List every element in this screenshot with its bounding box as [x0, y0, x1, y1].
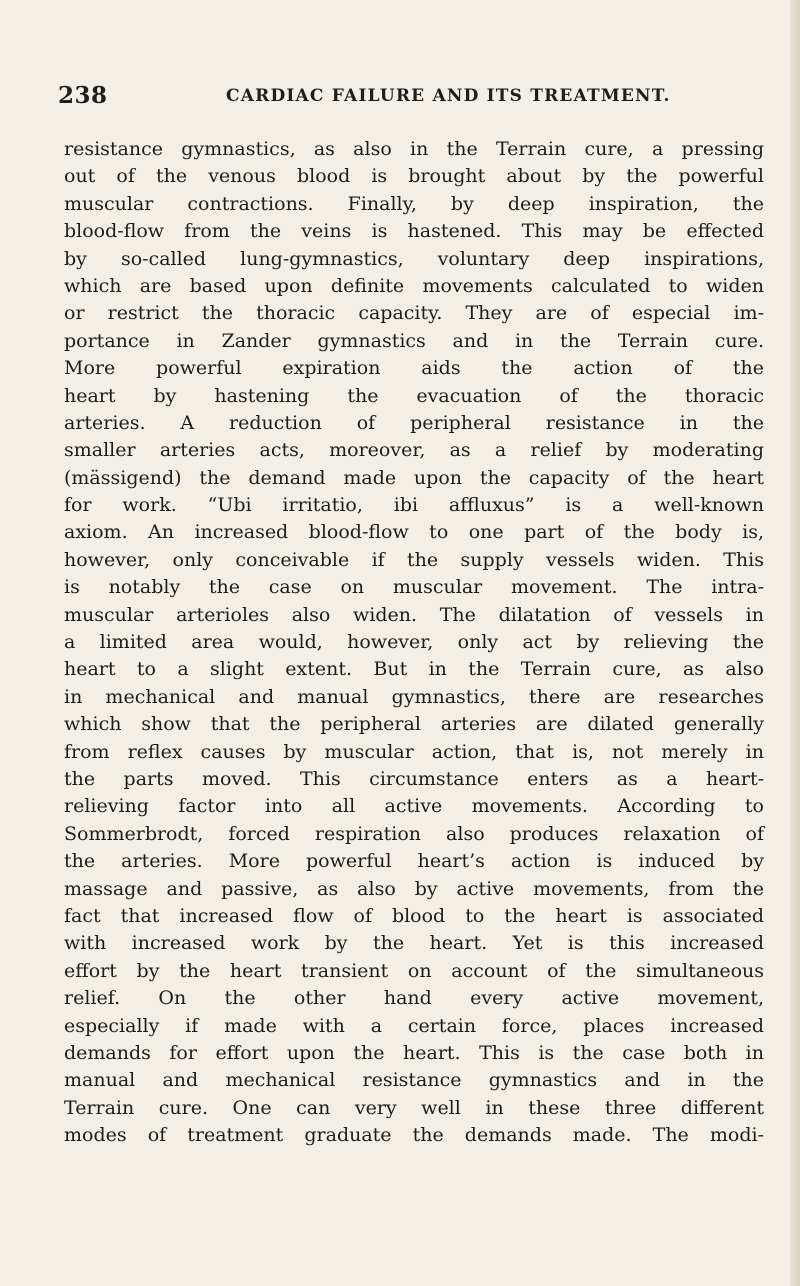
text-line: or restrict the thoracic capacity. They are of especial im-	[64, 302, 764, 325]
text-line: (mässigend) the demand made upon the capacity of the heart	[64, 466, 764, 489]
running-title: CARDIAC FAILURE AND ITS TREATMENT.	[226, 86, 671, 106]
text-line: the parts moved. This circumstance enters as a heart-	[64, 767, 764, 790]
text-line: in mechanical and manual gymnastics, there are researches	[64, 685, 764, 708]
text-line: with increased work by the heart. Yet is this increased	[64, 932, 764, 955]
text-line: out of the venous blood is brought about by the powerful	[64, 165, 764, 188]
text-line: portance in Zander gymnastics and in the Terrain cure.	[64, 329, 764, 352]
text-line: heart by hastening the evacuation of the thoracic	[64, 384, 764, 407]
text-line: resistance gymnastics, as also in the Terrain cure, a pressing	[64, 138, 764, 160]
text-line: especially if made with a certain force, places increased	[64, 1014, 764, 1037]
page-edge-shadow	[790, 0, 800, 1286]
text-line: by so-called lung-gymnastics, voluntary deep inspirations,	[64, 247, 764, 270]
text-line: relief. On the other hand every active movement,	[64, 987, 764, 1010]
text-line: heart to a slight extent. But in the Terrain cure, as also	[64, 658, 764, 681]
text-line: demands for effort upon the heart. This is the case both in	[64, 1041, 764, 1064]
text-line: massage and passive, as also by active movements, from the	[64, 877, 764, 900]
text-line: the arteries. More powerful heart’s action is induced by	[64, 850, 764, 873]
text-line: muscular arterioles also widen. The dilatation of vessels in	[64, 603, 764, 626]
text-line: effort by the heart transient on account of the simultaneous	[64, 959, 764, 982]
text-line: which are based upon definite movements calculated to widen	[64, 274, 764, 297]
text-line: is notably the case on muscular movement. The intra-	[64, 576, 764, 599]
text-line: Sommerbrodt, forced respiration also produces relaxation of	[64, 822, 764, 845]
text-line: for work. “Ubi irritatio, ibi affluxus” is a well-known	[64, 494, 764, 517]
text-line: More powerful expiration aids the action of the	[64, 357, 764, 380]
text-line: relieving factor into all active movements. According to	[64, 795, 764, 818]
text-line: smaller arteries acts, moreover, as a relief by moderating	[64, 439, 764, 462]
text-line: however, only conceivable if the supply vessels widen. This	[64, 548, 764, 571]
text-line: muscular contractions. Finally, by deep inspiration, the	[64, 192, 764, 215]
page-number: 238	[58, 82, 108, 109]
text-line: modes of treatment graduate the demands made. The modi-	[64, 1124, 764, 1147]
text-line: from reflex causes by muscular action, that is, not merely in	[64, 740, 764, 763]
text-line: blood-flow from the veins is hastened. This may be effected	[64, 220, 764, 243]
text-line: a limited area would, however, only act by relieving the	[64, 631, 764, 654]
text-line: which show that the peripheral arteries are dilated generally	[64, 713, 764, 736]
body-text	[64, 136, 764, 1149]
text-line: arteries. A reduction of peripheral resistance in the	[64, 411, 764, 434]
text-line: Terrain cure. One can very well in these three different	[64, 1096, 764, 1119]
text-line: manual and mechanical resistance gymnastics and in the	[64, 1069, 764, 1092]
page-header	[58, 82, 758, 112]
text-line: fact that increased flow of blood to the heart is associated	[64, 904, 764, 927]
text-line: axiom. An increased blood-flow to one part of the body is,	[64, 521, 764, 544]
